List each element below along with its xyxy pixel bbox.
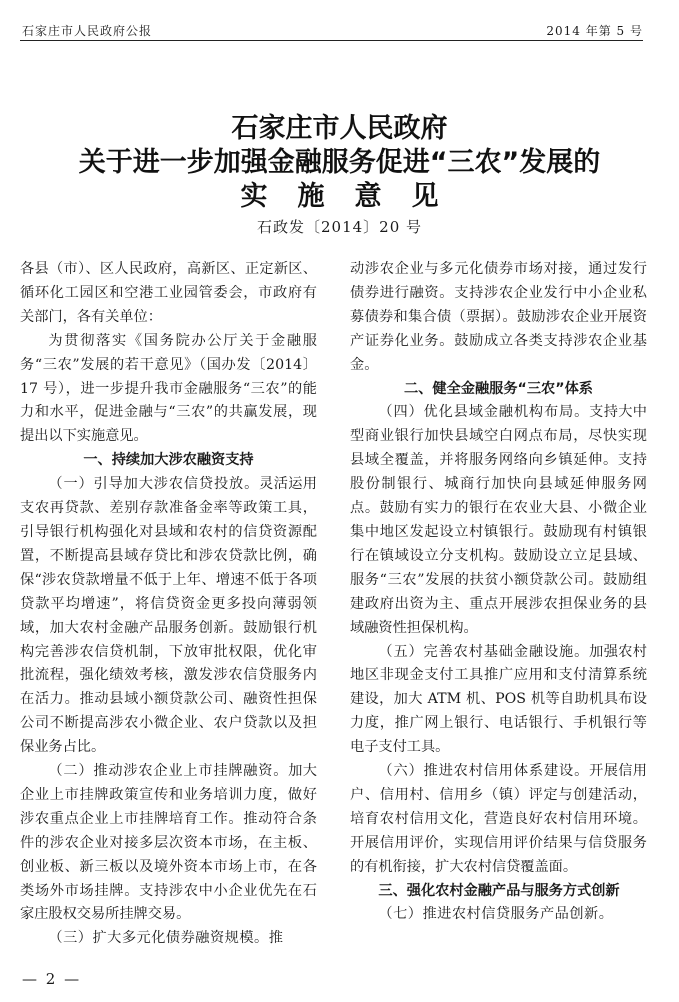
section-heading-3: 三、强化农村金融产品与服务方式创新 bbox=[378, 882, 620, 899]
section-heading-1: 一、持续加大涉农融资支持 bbox=[83, 452, 254, 469]
item-5 bbox=[350, 641, 647, 761]
item-7 bbox=[350, 903, 647, 927]
title-line-2: 关于进一步加强金融服务促进“三农”发展的 bbox=[78, 147, 601, 178]
intro-paragraph: 为贯彻落实《国务院办公厅关于金融服务“三农”发展的若干意见》（国办发〔2014〕17 号），进一步提升我市金融服务“三农”的能力和水平，促进金融与“三农”的共赢发展，现提出以下实施意见。 bbox=[20, 332, 317, 445]
item-3-continued: 动涉农企业与多元化债券市场对接，通过发行债券进行融资。支持涉农企业发行中小企业私募债券和集合债（票据）。鼓励涉农企业开展资产证券化业务。鼓励成立各类支持涉农企业基金。 bbox=[350, 261, 647, 373]
left-column bbox=[20, 258, 317, 951]
item-3-text: 推 bbox=[268, 930, 283, 947]
item-6-text: 开展信用户、信用村、信用乡（镇）评定与创建活动，培育农村信用文化，营造良好农村信用环境。开展信用评价，实现信用评价结果与信贷服务的有机衔接，扩大农村信贷覆盖面。 bbox=[350, 763, 647, 875]
page-number: — 2 — bbox=[22, 970, 82, 988]
title-line-1: 石家庄市人民政府 bbox=[231, 113, 448, 144]
page-header bbox=[20, 22, 643, 41]
document-number: 石政发〔2014〕20 号 bbox=[256, 218, 423, 236]
right-column bbox=[350, 258, 647, 927]
item-1-text: 灵活运用支农再贷款、差别存款准备金率等政策工具，引导银行机构强化对县域和农村的信贷资源配置，不断提高县域存贷比和涉农贷款比例，确保“涉农贷款增量不低于上年、增速不低于各项贷款平均增速”，将信贷资金更多投向薄弱领域，加大农村金融产品服务创新。鼓励银行机构完善涉农信贷机制，下放审批权限，优化审批流程，强化绩效考核，激发涉农信贷服务内在活力。推动县域小额贷款公司、融资性担保公司不断提高涉农小微企业、农户贷款以及担保业务占比。 bbox=[20, 476, 317, 756]
section-heading-2: 二、健全金融服务“三农”体系 bbox=[404, 380, 593, 397]
item-1 bbox=[20, 473, 317, 760]
item-6-lead: （六）推进农村信用体系建设。 bbox=[378, 763, 590, 780]
item-2 bbox=[20, 760, 317, 927]
item-2-text: 加大企业上市挂牌政策宣传和业务培训力度，做好涉农重点企业上市挂牌培育工作。推动符合条件的涉农企业对接多层次资本市场，在主板、创业板、新三板以及境外资本市场上市，在各类场外市场挂牌。支持涉农中小企业优先在石家庄股权交易所挂牌交易。 bbox=[20, 763, 317, 923]
item-3-lead: （三）扩大多元化债券融资规模。 bbox=[48, 930, 269, 947]
item-7-lead: （七）推进农村信贷服务产品创新。 bbox=[378, 906, 614, 923]
addressees: 各县（市）、区人民政府，高新区、正定新区、循环化工园区和空港工业园管委会，市政府有关部门，各有关单位： bbox=[20, 261, 317, 325]
item-4 bbox=[350, 401, 647, 640]
item-6 bbox=[350, 760, 647, 880]
item-4-text: 支持大中型商业银行加快县域空白网点布局，尽快实现县域全覆盖，并将服务网络向乡镇延伸。支持股份制银行、城商行加快向县域延伸服务网点。鼓励有实力的银行在农业大县、小微企业集中地区发起设立村镇银行。鼓励现有村镇银行在镇域设立分支机构。鼓励设立立足县域、服务“三农”发展的扶贫小额贷款公司。鼓励组建政府出资为主、重点开展涉农担保业务的县域融资性担保机构。 bbox=[350, 404, 647, 636]
item-5-lead: （五）完善农村基础金融设施。 bbox=[378, 643, 590, 660]
title-line-3: 实施意见 bbox=[240, 181, 469, 212]
item-2-lead: （二）推动涉农企业上市挂牌融资。 bbox=[48, 763, 289, 780]
item-3 bbox=[20, 927, 317, 951]
issue-number: 2014 年第 5 号 bbox=[546, 24, 643, 38]
item-1-lead: （一）引导加大涉农信贷投放。 bbox=[48, 476, 260, 493]
publication-name: 石家庄市人民政府公报 bbox=[22, 24, 153, 38]
item-4-lead: （四）优化县域金融机构布局。 bbox=[378, 404, 590, 421]
item-5-text: 加强农村地区非现金支付工具推广应用和支付清算系统建设，加大 ATM 机、POS 机等自助机具布设力度，推广网上银行、电话银行、手机银行等电子支付工具。 bbox=[350, 643, 647, 756]
